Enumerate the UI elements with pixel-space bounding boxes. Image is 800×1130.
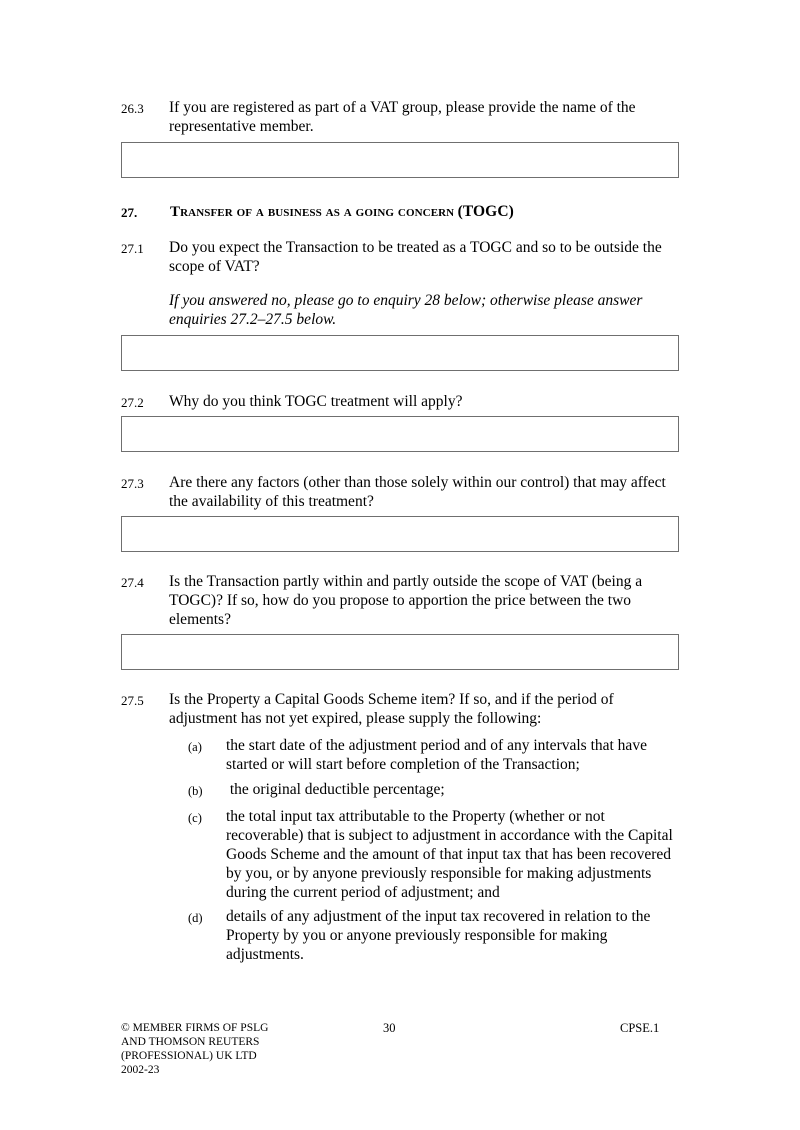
footer-copyright-line: (PROFESSIONAL) UK LTD (121, 1050, 257, 1062)
answer-box-27-1[interactable] (121, 335, 679, 371)
section-title (170, 203, 514, 221)
question-number: 27.2 (121, 395, 144, 410)
page-number: 30 (383, 1021, 396, 1035)
list-item-label: (c) (188, 811, 202, 825)
question-text: If you are registered as part of a VAT group, please provide the name of the representative member. (169, 99, 636, 135)
question-note: If you answered no, please go to enquiry 28 below; otherwise please answer enquiries 27.2–27.5 below. (169, 292, 643, 328)
question-number: 27.1 (121, 241, 144, 256)
footer-copyright (121, 1021, 268, 1077)
question-number: 27.4 (121, 575, 144, 590)
section-number: 27. (121, 205, 138, 220)
answer-box-26-3[interactable] (121, 142, 679, 178)
list-item-label: (b) (188, 784, 203, 798)
list-item-text: details of any adjustment of the input tax recovered in relation to the Property by you or anyone previously responsible for making adjustments. (226, 908, 651, 963)
list-item-label: (d) (188, 911, 203, 925)
section-title-text: Transfer of a business as a going concern (170, 204, 455, 220)
answer-box-27-3[interactable] (121, 516, 679, 552)
list-item-text: the start date of the adjustment period and of any intervals that have started or will start before completion of the Transaction; (226, 737, 647, 773)
question-text: Why do you think TOGC treatment will apply? (169, 393, 463, 410)
question-text: Is the Property a Capital Goods Scheme item? If so, and if the period of adjustment has not yet expired, please supply the following: (169, 691, 614, 727)
list-item-text: the original deductible percentage; (226, 781, 445, 798)
footer-copyright-line: AND THOMSON REUTERS (121, 1036, 260, 1048)
answer-box-27-4[interactable] (121, 634, 679, 670)
section-title-abbr: (TOGC) (457, 203, 514, 220)
question-number: 27.5 (121, 693, 144, 708)
list-item-text: the total input tax attributable to the Property (whether or not recoverable) that is subject to adjustment in accordance with the Capital Goods Scheme and the amount of that input tax that has been recovered by you, or by anyone previously responsible for making adjustments during the current period of adjustment; and (226, 808, 673, 901)
list-item-label: (a) (188, 740, 202, 754)
question-text: Is the Transaction partly within and partly outside the scope of VAT (being a TOGC)? If so, how do you propose to apportion the price between the two elements? (169, 573, 643, 628)
question-text: Are there any factors (other than those solely within our control) that may affect the availability of this treatment? (169, 474, 666, 510)
question-number: 27.3 (121, 476, 144, 491)
answer-box-27-2[interactable] (121, 416, 679, 452)
footer-copyright-line: © MEMBER FIRMS OF PSLG (121, 1022, 269, 1034)
document-code: CPSE.1 (620, 1021, 660, 1035)
footer-copyright-line: 2002-23 (121, 1064, 160, 1076)
question-number: 26.3 (121, 101, 144, 116)
question-text: Do you expect the Transaction to be treated as a TOGC and so to be outside the scope of VAT? (169, 239, 662, 275)
